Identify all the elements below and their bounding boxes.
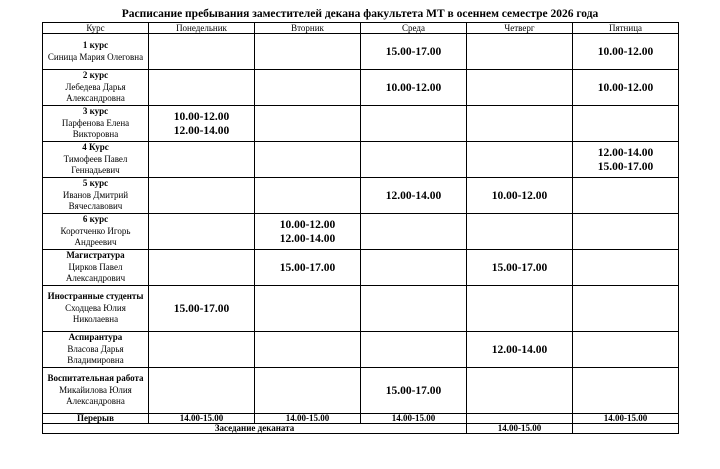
slot-friday [573,142,679,178]
slot-monday [149,34,255,70]
schedule-row [43,34,679,70]
time-slot: 10.00-12.00 [597,81,654,94]
slot-wednesday [361,368,467,414]
deputy-dean-name: Сходцева Юлия Николаевна [65,302,126,325]
break-friday: 14.00-15.00 [573,414,679,424]
slot-thursday [467,178,573,214]
schedule-row [43,332,679,368]
slot-tuesday [255,70,361,106]
time-slot: 10.00-12.00 [173,110,230,123]
slot-friday [573,34,679,70]
course-name: 2 курс [82,70,109,81]
deputy-dean-name: Иванов Дмитрий Вячеславович [62,189,129,212]
slot-friday [573,250,679,286]
slot-monday [149,142,255,178]
slot-wednesday [361,178,467,214]
course-cell [43,34,149,70]
course-cell [43,368,149,414]
slot-friday [573,332,679,368]
slot-thursday [467,332,573,368]
slot-monday [149,70,255,106]
slot-friday [573,106,679,142]
course-name: Воспитательная работа [47,373,144,384]
schedule-row [43,70,679,106]
course-cell [43,178,149,214]
break-thursday [467,414,573,424]
slot-thursday [467,142,573,178]
course-cell [43,250,149,286]
slot-thursday [467,286,573,332]
time-slot: 12.00-14.00 [597,146,654,159]
header-row [43,23,679,34]
slot-monday [149,106,255,142]
course-name: Аспирантура [68,332,123,343]
course-cell [43,286,149,332]
slot-thursday [467,368,573,414]
time-slot: 15.00-17.00 [597,160,654,173]
schedule-row [43,178,679,214]
break-tuesday: 14.00-15.00 [255,414,361,424]
deputy-dean-name: Власова Дарья Владимировна [67,343,124,366]
slot-monday [149,286,255,332]
course-cell [43,70,149,106]
slot-wednesday [361,332,467,368]
time-slot: 10.00-12.00 [279,218,336,231]
course-name: 5 курс [82,178,109,189]
deputy-dean-name: Лебедева Дарья Александровна [65,81,126,104]
schedule-row [43,142,679,178]
slot-monday [149,178,255,214]
slot-tuesday [255,368,361,414]
slot-monday [149,250,255,286]
slot-friday [573,286,679,332]
slot-tuesday [255,106,361,142]
time-slot: 15.00-17.00 [491,261,548,274]
slot-monday [149,332,255,368]
deputy-dean-name: Синица Мария Олеговна [47,51,144,62]
course-name: 3 курс [82,106,109,117]
header-course: Курс [43,23,149,34]
slot-friday [573,178,679,214]
time-slot: 15.00-17.00 [173,302,230,315]
schedule-row [43,250,679,286]
slot-tuesday [255,250,361,286]
header-thursday: Четверг [467,23,573,34]
time-slot: 10.00-12.00 [597,45,654,58]
deputy-dean-name: Парфенова Елена Викторовна [61,117,130,140]
course-name: Магистратура [66,250,125,261]
course-name: 4 Курс [82,142,109,153]
schedule-body [43,34,679,414]
time-slot: 15.00-17.00 [279,261,336,274]
time-slot: 10.00-12.00 [385,81,442,94]
slot-friday [573,214,679,250]
slot-tuesday [255,214,361,250]
course-cell [43,214,149,250]
break-label: Перерыв [43,414,149,424]
course-name: 6 курс [82,214,109,225]
slot-friday [573,70,679,106]
deputy-dean-name: Тимофеев Павел Геннадьевич [63,153,128,176]
slot-thursday [467,214,573,250]
course-cell [43,106,149,142]
slot-wednesday [361,250,467,286]
header-wednesday: Среда [361,23,467,34]
time-slot: 15.00-17.00 [385,45,442,58]
deputy-dean-name: Цирков Павел Александрович [65,261,126,284]
schedule-row [43,286,679,332]
slot-monday [149,214,255,250]
page-title: Расписание пребывания заместителей декана факультета МТ в осеннем семестре 2026 года [121,8,599,20]
meeting-label: Заседание деканата [43,424,467,434]
time-slot: 12.00-14.00 [173,124,230,137]
time-slot: 10.00-12.00 [491,189,548,202]
slot-wednesday [361,106,467,142]
time-slot: 12.00-14.00 [385,189,442,202]
slot-monday [149,368,255,414]
slot-thursday [467,250,573,286]
course-name: 1 курс [82,40,109,50]
time-slot: 12.00-14.00 [279,232,336,245]
deputy-dean-name: Коротченко Игорь Андреевич [60,225,131,248]
time-slot: 15.00-17.00 [385,384,442,397]
time-slot: 12.00-14.00 [491,343,548,356]
header-monday: Понедельник [149,23,255,34]
course-cell [43,332,149,368]
break-row [43,414,679,424]
break-wednesday: 14.00-15.00 [361,414,467,424]
slot-wednesday [361,214,467,250]
header-friday: Пятница [573,23,679,34]
meeting-row [43,424,679,434]
slot-thursday [467,34,573,70]
deputy-dean-name: Микайилова Юлия Александровна [59,384,132,407]
slot-friday [573,368,679,414]
meeting-time: 14.00-15.00 [467,424,573,434]
slot-tuesday [255,142,361,178]
schedule-row [43,368,679,414]
schedule-table [42,22,679,434]
slot-tuesday [255,178,361,214]
slot-wednesday [361,142,467,178]
slot-thursday [467,70,573,106]
slot-wednesday [361,34,467,70]
header-tuesday: Вторник [255,23,361,34]
course-cell [43,142,149,178]
meeting-empty [573,424,679,434]
break-monday: 14.00-15.00 [149,414,255,424]
slot-tuesday [255,286,361,332]
slot-wednesday [361,286,467,332]
course-name: Иностранные студенты [47,291,144,302]
schedule-row [43,214,679,250]
slot-thursday [467,106,573,142]
slot-tuesday [255,34,361,70]
schedule-row [43,106,679,142]
slot-wednesday [361,70,467,106]
slot-tuesday [255,332,361,368]
